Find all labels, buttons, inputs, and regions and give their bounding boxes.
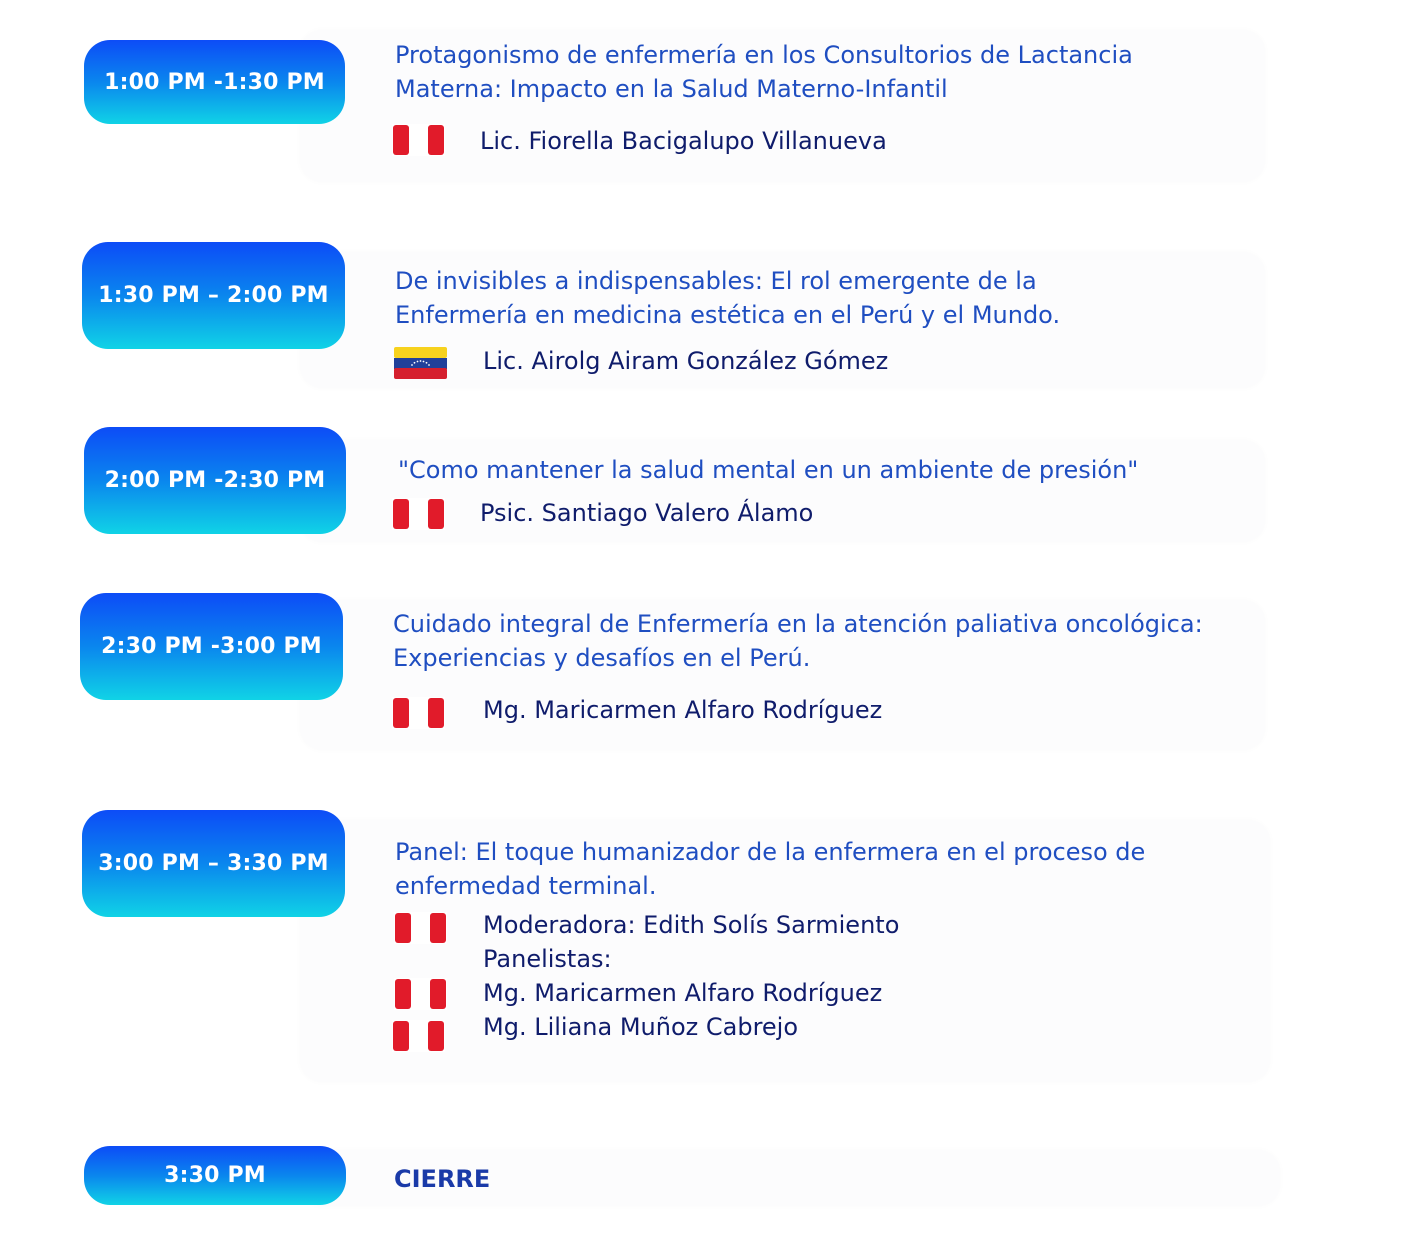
speaker-name: Psic. Santiago Valero Álamo [480, 499, 814, 527]
session-title-line: "Como mantener la salud mental en un ambiente de presión" [398, 456, 1139, 484]
speaker-name: Mg. Maricarmen Alfaro Rodríguez [483, 696, 883, 724]
peru-flag [392, 498, 445, 530]
session-title-line: Enfermería en medicina estética en el Perú y el Mundo. [395, 301, 1061, 329]
moderator-name: Moderadora: Edith Solís Sarmiento [483, 911, 900, 939]
peru-flag [392, 124, 445, 156]
session-title-line: Cuidado integral de Enfermería en la atención paliativa oncológica: [393, 610, 1203, 638]
speaker-name: Lic. Airolg Airam González Gómez [483, 347, 889, 375]
session-title [395, 38, 1133, 106]
venezuela-flag [394, 347, 447, 379]
closing-label: CIERRE [394, 1165, 491, 1193]
session-title-line: De invisibles a indispensables: El rol emergente de la [395, 267, 1037, 295]
panelists-label: Panelistas: [483, 945, 612, 973]
time-badge: 3:00 PM – 3:30 PM [82, 810, 345, 917]
session-title-line: Materna: Impacto en la Salud Materno-Infantil [395, 75, 948, 103]
session-title [395, 835, 1145, 903]
panelist-name: Mg. Maricarmen Alfaro Rodríguez [483, 979, 883, 1007]
session-title [398, 453, 1138, 487]
session-title-line: Protagonismo de enfermería en los Consultorios de Lactancia [395, 41, 1133, 69]
time-badge: 2:00 PM -2:30 PM [84, 427, 346, 534]
speaker-name: Lic. Fiorella Bacigalupo Villanueva [480, 127, 887, 155]
peru-flag [394, 978, 447, 1010]
time-badge: 1:30 PM – 2:00 PM [82, 242, 345, 349]
time-badge: 3:30 PM [84, 1146, 346, 1205]
session-title-line: Experiencias y desafíos en el Perú. [393, 644, 811, 672]
panelist-name: Mg. Liliana Muñoz Cabrejo [483, 1013, 799, 1041]
time-badge: 1:00 PM -1:30 PM [84, 40, 345, 124]
session-title-line: Panel: El toque humanizador de la enfermera en el proceso de [395, 838, 1146, 866]
peru-flag [394, 912, 447, 944]
peru-flag [392, 697, 445, 729]
peru-flag [392, 1020, 445, 1052]
session-title [393, 607, 1203, 675]
time-badge: 2:30 PM -3:00 PM [80, 593, 343, 700]
session-title [395, 264, 1060, 332]
session-title-line: enfermedad terminal. [395, 872, 657, 900]
